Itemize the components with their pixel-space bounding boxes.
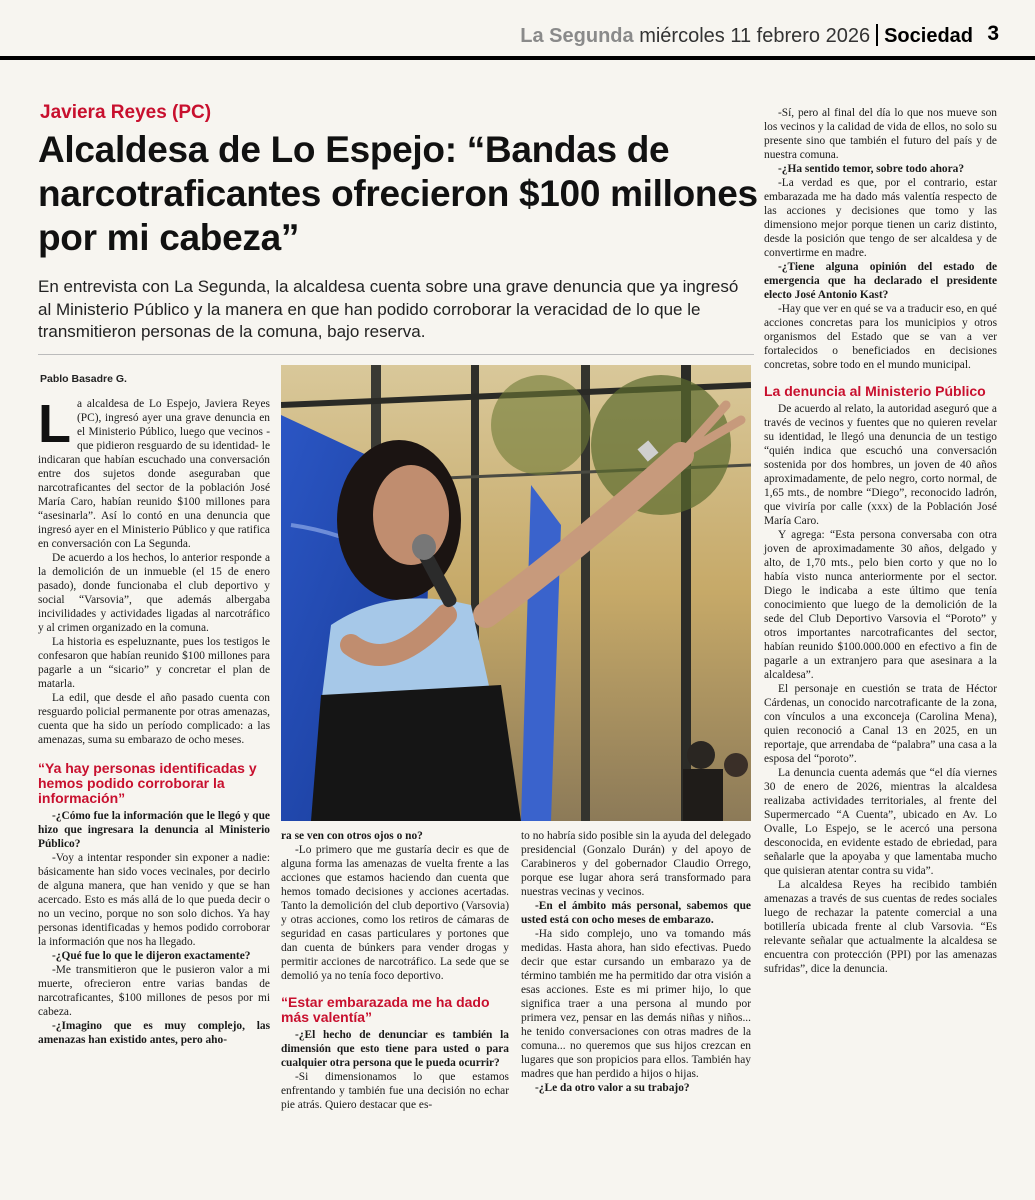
question: -En el ámbito más personal, sabemos que usted está con ocho meses de embarazo. bbox=[521, 900, 751, 926]
masthead-line bbox=[520, 24, 973, 48]
header-rule bbox=[0, 56, 1035, 60]
paragraph: a alcaldesa de Lo Espejo, Javiera Reyes (PC), ingresó ayer una grave denuncia en el Ministerio Público, luego que vecinos -que pidieron resguardo de su identidad- le indicaran que habían escuchado una conversación entre dos sujetos donde aseguraban que narcotraficantes del sector de la población José María Caro, habían reunido $100 millones para “asesinarla”. Así lo contó en una denuncia que ingresó ayer en el Ministerio Público y que ratifica en conversación con La Segunda. bbox=[38, 398, 270, 550]
question: -¿Cómo fue la información que le llegó y que hizo que ingresara la denuncia al Ministerio Público? bbox=[38, 810, 270, 850]
issue-date: miércoles 11 febrero 2026 bbox=[639, 25, 871, 47]
question: -¿Tiene alguna opinión del estado de emergencia que ha declarado el presidente electo José Antonio Kast? bbox=[764, 261, 997, 301]
answer: -Sí, pero al final del día lo que nos mueve son los vecinos y la calidad de vida de ellos, no solo su presente sino que también el futuro del país y de nuestra comuna. bbox=[764, 107, 997, 161]
article-column-4 bbox=[764, 106, 997, 976]
headline: Alcaldesa de Lo Espejo: “Bandas de narcotraficantes ofrecieron $100 millones por mi cabeza” bbox=[38, 129, 758, 258]
paragraph: El personaje en cuestión se trata de Héctor Cárdenas, un conocido narcotraficante de la zona, con vínculos a una exconceja (Carolina Mena), quien reconoció a Canal 13 en 2025, en un reportaje, que arrendaba de “palabra” una casa a la esposa del “poroto”. bbox=[764, 683, 997, 765]
paragraph: De acuerdo al relato, la autoridad aseguró que a través de vecinos y fuentes que no quieren revelar su identidad, le llegó una denuncia de un testigo “quién indica que escuchó una conversación sostenida por dos hombres, un joven de 40 años aproximadamente, de pelo negro, corto normal, de 1,65 mts., de nombre “Diego”, reconocido ladrón, que viviría por calle (xxx) de la Población José María Caro. bbox=[764, 403, 997, 527]
answer: -Lo primero que me gustaría decir es que de alguna forma las amenazas de vuelta frente a las acciones que estamos haciendo dan cuenta que hemos tomado decisiones y acciones acertadas. Tanto la demolición del club deportivo (Varsovia) y otras acciones, como los retiros de cámaras de seguridad en casas particulares y portones que dan cuenta de búnkers para vender drogas y permitir acciones de narcotráfico. La sede que se demolió ya no tenía foco deportivo. bbox=[281, 844, 509, 982]
question: -¿Ha sentido temor, sobre todo ahora? bbox=[778, 163, 965, 175]
article-column-1 bbox=[38, 394, 270, 1047]
question: -¿Imagino que es muy complejo, las amenazas han existido antes, pero aho- bbox=[38, 1020, 270, 1046]
lede: En entrevista con La Segunda, la alcaldesa cuenta sobre una grave denuncia que ya ingresó al Ministerio Público y la manera en que han podido corroborar la veracidad de lo que le transmitieron personas de la comuna, bajo reserva. bbox=[38, 277, 739, 341]
answer: -Si dimensionamos lo que estamos enfrentando y también fue una decisión no echar pie atrás. Quiero destacar que es- bbox=[281, 1071, 509, 1111]
page-header bbox=[0, 0, 1035, 60]
question: -¿El hecho de denunciar es también la dimensión que esto tiene para usted o para cualquier otra persona que le pueda ocurrir? bbox=[281, 1029, 509, 1069]
paragraph: La alcaldesa Reyes ha recibido también amenazas a través de sus cuentas de redes sociales luego de rechazar la patente comercial a una botillería ubicada frente al club Varsovia. “Es relevante señalar que actualmente la alcaldesa se encuentra con protección (PPI) por las amenazas sufridas”, dice la denuncia. bbox=[764, 879, 997, 975]
section-name: Sociedad bbox=[884, 25, 973, 47]
paragraph: La denuncia cuenta además que “el día viernes 30 de enero de 2026, mientras la alcaldesa realizaba actividades territoriales, al frente del Supermercado “A Cuenta”, ubicado en Av. Lo Ovalle, Lo Espejo, se le acercó una persona desconocida, en evidente estado de ebriedad, para señalarle que la apoyaba y que lamentaba mucho que quisieran atentar contra su vida”. bbox=[764, 767, 997, 877]
paragraph: De acuerdo a los hechos, lo anterior responde a la demolición de un inmueble (el 15 de enero pasado), donde funcionaba el club deportivo y social “Varsovia”, que además albergaba incivilidades y actividades ligadas al narcotráfico y al crimen organizado en la comuna. bbox=[38, 552, 270, 634]
answer: -Ha sido complejo, uno va tomando más medidas. Hasta ahora, han sido efectivas. Puedo decir que estar cursando un embarazo ya de término también me ha permitido dar otra visión a esas acciones. Este es mi primer hijo, lo que significa traer a una persona al mundo por primera vez, pensar en las demás niñas y niños... he tenido conversaciones con otras madres de la comuna... no queremos que sus hijos crezcan en lugares que son propicios para ellos. También hay madres que han perdido a hijos o hijas. bbox=[521, 928, 751, 1080]
answer: to no habría sido posible sin la ayuda del delegado presidencial (Gonzalo Durán) y del apoyo de Carabineros y del gobernador Claudio Orrego, porque ese lugar ahora será transformado para nuestras vecinas y vecinos. bbox=[521, 830, 751, 898]
answer: -Voy a intentar responder sin exponer a nadie: básicamente han sido voces vecinales, por decirlo de alguna manera, que han venido y que se han acercado. Esto es más allá de lo que pueda decir o no un vecino, porque no son solo dichos. Ya hay personas identificadas y hemos podido corroborar la información que nos ha llegado. bbox=[38, 852, 270, 948]
subheading: “Ya hay personas identificadas y hemos podido corroborar la información” bbox=[38, 760, 257, 806]
kicker: Javiera Reyes (PC) bbox=[40, 102, 212, 123]
byline: Pablo Basadre G. bbox=[40, 373, 127, 385]
answer: -Hay que ver en qué se va a traducir eso, en qué acciones concretas para los municipios y otros organismos del Estado que se van a ver fortalecidos o beneficiados en decisiones concretas, sobre todo en el mundo municipal. bbox=[764, 303, 997, 371]
article-column-3 bbox=[521, 829, 751, 1095]
photo-illustration bbox=[281, 365, 751, 821]
subheading: “Estar embarazada me ha dado más valentía” bbox=[281, 994, 490, 1025]
answer: -Me transmitieron que le pusieron valor a mi muerte, ofrecieron entre varias bandas de narcotraficantes, $100 millones de pesos por mi cabeza. bbox=[38, 964, 270, 1018]
lede-divider bbox=[38, 354, 754, 355]
question: ra se ven con otros ojos o no? bbox=[281, 830, 423, 842]
article-photo bbox=[281, 365, 751, 821]
question: -¿Le da otro valor a su trabajo? bbox=[535, 1082, 690, 1094]
drop-cap: L bbox=[38, 394, 71, 454]
answer: -La verdad es que, por el contrario, estar embarazada me ha dado más valentía respecto de las acciones y decisiones que tomo y las dimensiono mejor porque tienen un cariz distinto, desde la posición que tengo de ser alcaldesa y de convertirme en madre. bbox=[764, 177, 997, 259]
subheading: La denuncia al Ministerio Público bbox=[764, 383, 986, 399]
paragraph: Y agrega: “Esta persona conversaba con otra joven de aproximadamente 30 años, delgado y alto, de 1,70 mts., pelo bien corto y que no lo había visto nunca anteriormente por el sector. Diego le indicaba a este último que tenía conocimiento que luego de la demolición de la sede del Club Deportivo Varsovia el “Poroto” y otros importantes narcotraficantes del sector, habían reunido $100.000.000 en efectivo a fin de pagarle a un extranjero para que asesinara a la alcaldesa”. bbox=[764, 529, 997, 681]
page-number: 3 bbox=[987, 22, 999, 45]
paper-name: La Segunda bbox=[520, 25, 634, 47]
header-divider bbox=[876, 24, 878, 46]
paragraph: La edil, que desde el año pasado cuenta con resguardo policial permanente por otras amenazas, cuenta que ha sido un período complicado: a las amenazas, suma su embarazo de ocho meses. bbox=[38, 692, 270, 746]
paragraph: La historia es espeluznante, pues los testigos le confesaron que habían reunido $100 millones para pagarle a un “sicario” y concretar el plan de matarla. bbox=[38, 636, 270, 690]
question: -¿Qué fue lo que le dijeron exactamente? bbox=[52, 950, 251, 962]
article-column-2 bbox=[281, 829, 509, 1112]
